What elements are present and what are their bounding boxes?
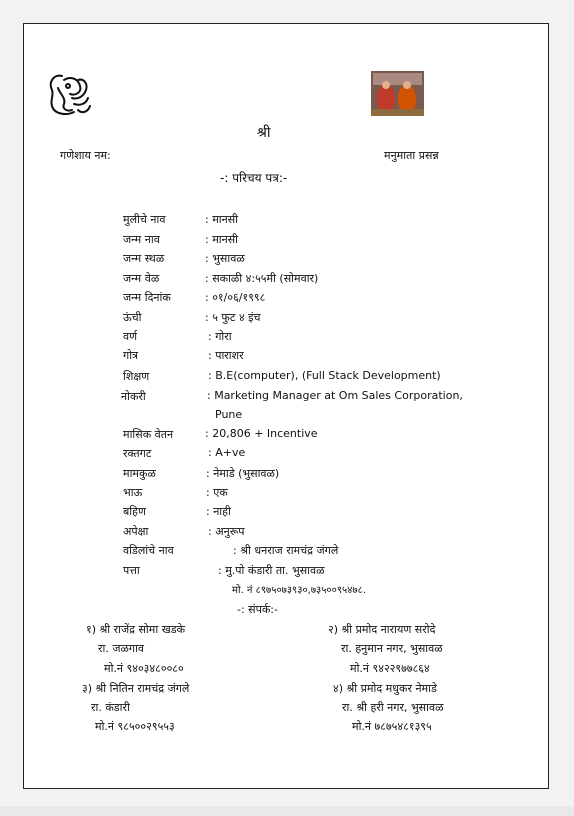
detail-label: वडिलांचे नाव <box>123 544 174 557</box>
detail-label: शिक्षण <box>123 370 150 383</box>
header-right-text: मनुमाता प्रसन्न <box>384 149 439 162</box>
contact-name: ४) श्री प्रमोद मधुकर नेमाडे <box>333 682 437 695</box>
contact-phone: मो.नं ९४०३४८००८० <box>104 662 184 675</box>
detail-value: : 20,806 + Incentive <box>205 427 318 440</box>
contact-place: रा. हनुमान नगर, भुसावळ <box>341 642 443 655</box>
contact-name: ३) श्री नितिन रामचंद्र जंगले <box>82 682 190 695</box>
contact-phone: मो.नं ७८७५४८१३९५ <box>352 720 432 733</box>
detail-label: जन्म स्थळ <box>123 252 165 265</box>
detail-value-line2: मो. नं ८९७५०७३९३०,७३५००९५४७८. <box>232 585 367 596</box>
detail-label: जन्म नाव <box>123 233 160 246</box>
detail-value: : मानसी <box>205 213 239 226</box>
detail-value: : B.E(computer), (Full Stack Development) <box>208 369 441 382</box>
detail-label: बहिण <box>123 505 146 518</box>
detail-value: : सकाळी ४:५५मी (सोमवार) <box>205 272 319 285</box>
detail-value: : अनुरूप <box>208 525 245 538</box>
detail-value: : A+ve <box>208 446 246 459</box>
contact-heading: -: संपर्क:- <box>237 603 278 616</box>
contact-name: १) श्री राजेंद्र सोमा खडके <box>86 623 186 636</box>
detail-label: जन्म दिनांक <box>123 291 171 304</box>
detail-value: : मानसी <box>205 233 239 246</box>
contact-place: रा. श्री हरी नगर, भुसावळ <box>342 701 444 714</box>
detail-label: पत्ता <box>123 564 140 577</box>
detail-value: : Marketing Manager at Om Sales Corporation, <box>207 389 463 402</box>
contact-place: रा. जळगाव <box>98 642 145 655</box>
detail-label: जन्म वेळ <box>123 272 160 285</box>
header-shree: श्री <box>257 125 271 141</box>
contact-name: २) श्री प्रमोद नारायण सरोदे <box>328 623 436 636</box>
header-left-text: गणेशाय नम: <box>60 149 111 162</box>
detail-label: मासिक वेतन <box>123 428 174 441</box>
detail-value: : ०१/०६/१९९८ <box>205 291 266 304</box>
detail-label: भाऊ <box>123 486 143 499</box>
page-title: -: परिचय पत्र:- <box>220 171 288 185</box>
detail-value: : श्री धनराज रामचंद्र जंगले <box>233 544 339 557</box>
detail-value: : भुसावळ <box>205 252 245 265</box>
detail-label: रक्तगट <box>123 447 152 460</box>
contact-phone: मो.नं ९८५००२९५५३ <box>95 720 175 733</box>
detail-value: : गोरा <box>208 330 232 343</box>
detail-label: मामकुळ <box>123 467 156 480</box>
detail-label: वर्ण <box>123 330 138 343</box>
document-page <box>23 23 549 789</box>
detail-value: : नाही <box>206 505 231 518</box>
viewer-bottom-strip <box>0 806 574 816</box>
contact-place: रा. कंडारी <box>91 701 130 714</box>
detail-label: अपेक्षा <box>123 525 149 538</box>
detail-value: : एक <box>206 486 228 499</box>
detail-label: ऊंची <box>123 311 142 324</box>
ganesha-logo-icon <box>44 70 94 120</box>
detail-value: : मु.पो कंडारी ता. भुसावळ <box>218 564 325 577</box>
deity-photo <box>371 71 424 116</box>
detail-label: गोत्र <box>123 349 139 362</box>
detail-value: : पाराशर <box>208 349 244 362</box>
detail-value: : नेमाडे (भुसावळ) <box>206 467 280 480</box>
detail-value: : ५ फुट ४ इंच <box>205 311 261 324</box>
detail-value-line2: Pune <box>215 408 243 421</box>
detail-label: मुलीचे नाव <box>123 213 166 226</box>
detail-label: नोकरी <box>121 390 146 403</box>
contact-phone: मो.नं ९४२२९७७८६४ <box>350 662 430 675</box>
